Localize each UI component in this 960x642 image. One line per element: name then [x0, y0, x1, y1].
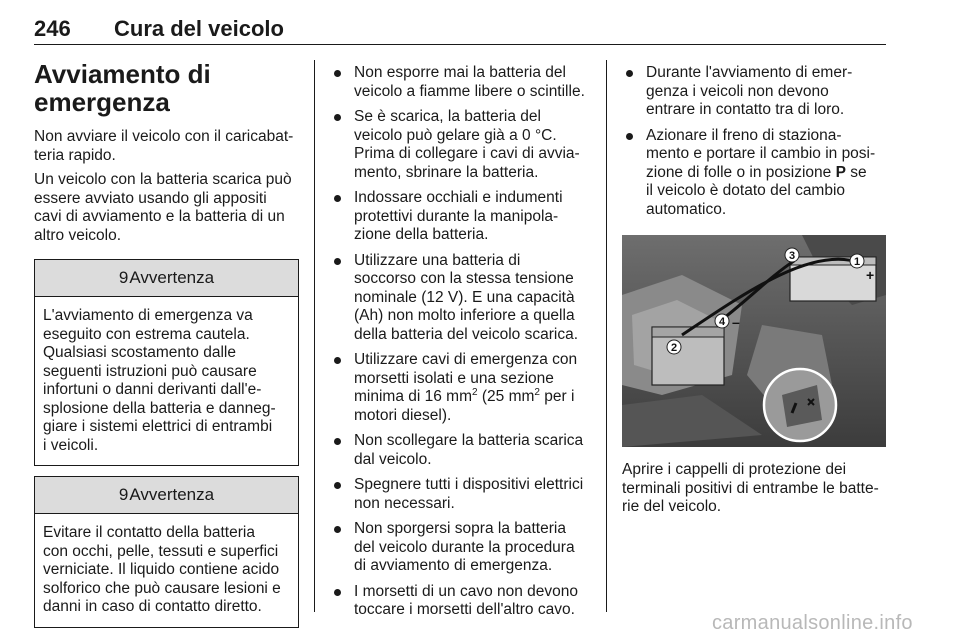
column-divider-2 — [606, 60, 607, 612]
bullet-icon — [626, 70, 633, 77]
list-item: Se è scarica, la batteria del veicolo può gelare già a 0 °C. Prima di collegare i cavi di avvia- mento, sbrinare la batteria. — [330, 108, 592, 182]
bullet-icon — [334, 258, 341, 265]
warning-text-1: L'avviamento di emergenza va eseguito con estrema cautela. Qualsiasi scostamento dalle seguenti istruzioni può causare infortuni o danni derivanti dall'e- splosione della batteria e danneg- giare i sistemi elettrici di entrambi i veicoli. — [43, 307, 276, 454]
warning-title-2: Avvertenza — [129, 484, 215, 504]
bullet-icon — [334, 526, 341, 533]
label-4: 4 — [718, 316, 726, 328]
list-item: Non sporgersi sopra la batteria del veicolo durante la procedura di avviamento di emergenza. — [330, 520, 592, 576]
column-divider-1 — [314, 60, 315, 612]
warning-box-2 — [34, 476, 299, 628]
warning-title-1: Avvertenza — [129, 267, 215, 287]
label-1: 1 — [853, 256, 861, 268]
warning-box-1 — [34, 259, 299, 466]
column-1 — [34, 60, 299, 628]
warning-icon: 9 — [118, 267, 129, 287]
column-2 — [330, 64, 592, 627]
bullet-icon — [334, 357, 341, 364]
bullet-icon — [334, 438, 341, 445]
list-item: Spegnere tutti i dispositivi elettrici non necessari. — [330, 476, 592, 513]
page-header — [34, 14, 886, 45]
warning-text-2: Evitare il contatto della batteria con occhi, pelle, tessuti e superfici verniciate. Il liquido contiene acido solforico che può causare lesioni e danni in caso di contatto diretto. — [43, 524, 281, 615]
list-item: Utilizzare una batteria di soccorso con la stessa tensione nominale (12 V). E una capacità (Ah) non molto inferiore a quella della batteria del veicolo scarica. — [330, 252, 592, 345]
bullet-icon — [626, 133, 633, 140]
bullet-icon — [334, 114, 341, 121]
watermark: carmanualsonline.info — [712, 612, 913, 634]
article-title: Avviamento di emergenza — [34, 59, 211, 117]
label-2: 2 — [670, 342, 678, 354]
list-item: I morsetti di un cavo non devono toccare i morsetti dell'altro cavo. — [330, 583, 592, 620]
precautions-list — [330, 64, 592, 620]
list-item: Non scollegare la batteria scarica dal veicolo. — [330, 432, 592, 469]
warning-header-2 — [35, 477, 298, 514]
column-3 — [622, 64, 886, 523]
warning-icon: 9 — [118, 484, 129, 504]
bullet-icon — [334, 482, 341, 489]
battery-connection-diagram — [622, 235, 886, 447]
list-item: Azionare il freno di staziona- mento e portare il cambio in posi- zione di folle o in posizione P se il veicolo è dotato del cambio automatico. — [622, 127, 886, 220]
section-title-header: Cura del veicolo — [114, 16, 284, 41]
list-item: Utilizzare cavi di emergenza con morsetti isolati e una sezione minima di 16 $mm^2$ (25 $mm^2$ per i motori diesel). — [330, 351, 592, 425]
engine-bay-illustration — [622, 235, 886, 447]
list-item: Indossare occhiali e indumenti protettivi durante la manipola- zione della batteria. — [330, 189, 592, 245]
paragraph-1: Non avviare il veicolo con il caricabat- teria rapido. — [34, 128, 294, 164]
label-3: 3 — [788, 250, 796, 262]
bullet-icon — [334, 589, 341, 596]
preparation-list — [622, 64, 886, 219]
bullet-icon — [334, 195, 341, 202]
list-item: Non esporre mai la batteria del veicolo a fiamme libere o scintille. — [330, 64, 592, 101]
warning-header-1 — [35, 260, 298, 297]
paragraph-2: Un veicolo con la batteria scarica può essere avviato usando gli appositi cavi di avviamento e la batteria di un altro veicolo. — [34, 171, 292, 244]
list-item: Durante l'avviamento di emer- genza i veicoli non devono entrare in contatto tra di loro. — [622, 64, 886, 120]
minus-sign: – — [732, 314, 740, 330]
bullet-icon — [334, 70, 341, 77]
page-number: 246 — [34, 16, 71, 41]
paragraph-protection-caps: Aprire i cappelli di protezione dei terminali positivi di entrambe le batte- rie del veicolo. — [622, 461, 879, 515]
plus-sign: + — [866, 267, 875, 283]
